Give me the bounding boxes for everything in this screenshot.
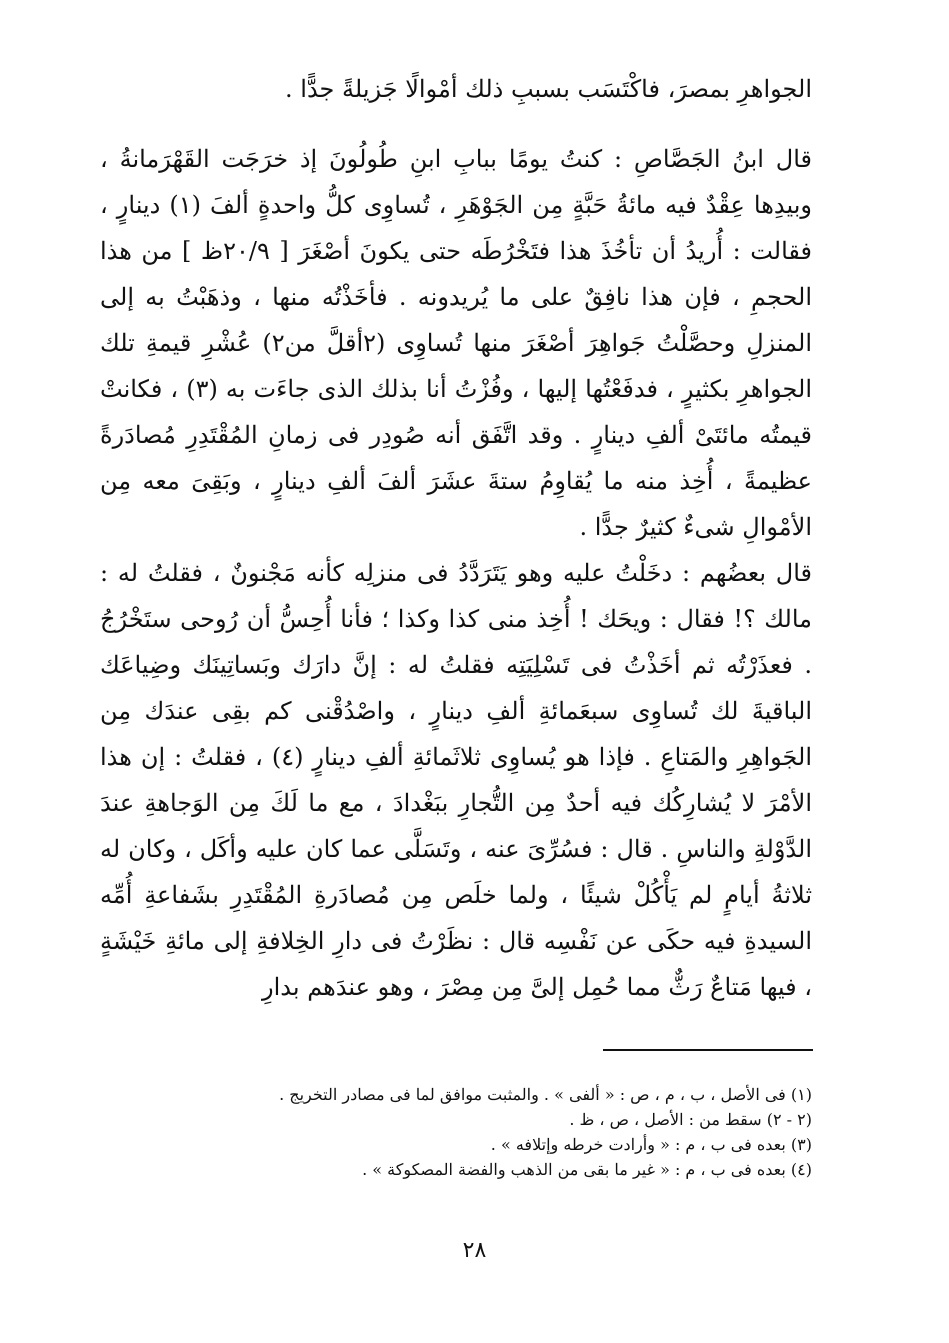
body-paragraph-ibn-al-jassas: قال ابنُ الجَصَّاصِ : كنتُ يومًا ببابِ ابنِ طُولُونَ إذ خرَجَت القَهْرَمانةُ ، وبيدِها عِقْدٌ فيه مائةُ حَبَّةٍ مِن الجَوْهَرِ ، تُساوِى كلُّ واحدةٍ ألفَ (١) دينارٍ ، فقالت : أُريدُ أن تأخُذَ هذا فتَخْرُطَه حتى يكونَ أصْغَرَ [ ٢٠/٩ظ ] من هذا الحجمِ ، فإن هذا نافِقٌ على ما يُريدونه . فأخَذْتُه منها ، وذهَبْتُ به إلى المنزلِ وحصَّلْتُ جَواهِرَ أصْغَرَ منها تُساوِى (٢أقلَّ من٢) عُشْرِ قيمةِ تلك الجواهرِ بكثيرٍ ، فدفَعْتُها إليها ، وفُزْتُ أنا بذلك الذى جاءَت به (٣) ، فكانتْ قيمتُه مائتَىْ ألفِ دينارٍ . وقد اتَّفَق أنه صُودِر فى زمانِ المُقْتَدِرِ مُصادَرةً عظيمةً ، أُخِذ منه ما يُقاوِمُ ستةَ عشَرَ ألفَ ألفِ دينارٍ ، وبَقِىَ معه مِن الأمْوالِ شىءٌ كثيرٌ جدًّا .: [100, 145, 813, 541]
body-paragraph-some-said: قال بعضُهم : دخَلْتُ عليه وهو يَتَرَدَّدُ فى منزلِه كأنه مَجْنونٌ ، فقلتُ له : مالك ؟! فقال : ويحَك ! أُخِذ منى كذا وكذا ؛ فأنا أُحِسُّ أن رُوحى ستَخْرُجُ . فعذَرْتُه ثم أخَذْتُ فى تَسْلِيَتِه فقلتُ له : إنَّ دارَك وبَساتِينَك وضِياعَك الباقيةَ لك تُساوِى سبعَمائةِ ألفِ دينارٍ ، واصْدُقْنى كم بقِى عندَك مِن الجَواهِرِ والمَتاعِ . فإذا هو يُساوِى ثلاثَمائةِ ألفِ دينارٍ (٤) ، فقلتُ : إن هذا الأمْرَ لا يُشارِكُك فيه أحدٌ مِن التُّجارِ ببَغْدادَ ، مع ما لَكَ مِن الوَجاهةِ عندَ الدَّوْلةِ والناسِ . قال : فسُرِّىَ عنه ، وتَسَلَّى عما كان عليه وأكَل ، وكان له ثلاثةُ أيامٍ لم يَأْكُلْ شيئًا ، ولما خلَص مِن مُصادَرةِ المُقْتَدِرِ بشَفاعةِ أُمِّه السيدةِ فيه حكَى عن نَفْسِه قال : نظَرْتُ فى دارِ الخِلافةِ إلى مائةِ خَيْشَةٍ ، فيها مَتاعٌ رَثٌّ مما حُمِل إلىَّ مِن مِصْرَ ، وهو عندَهم بدارِ: [100, 559, 812, 1001]
footnotes-list: [100, 1082, 812, 1182]
body-paragraph-continuation: الجواهرِ بمصرَ، فاكْتَسَب بسببِ ذلك أمْوالًا جَزيلةً جدًّا .: [285, 75, 812, 103]
footnote-2: (٢ - ٢) سقط من : الأصل ، ص ، ظ .: [569, 1110, 812, 1129]
footnote-3: (٣) بعده فى ب ، م : « وأرادت خرطه وإتلافه » .: [490, 1135, 812, 1154]
footnote-divider: [603, 1049, 813, 1051]
footnote-4: (٤) بعده فى ب ، م : « غير ما بقى من الذهب والفضة المصكوكة » .: [362, 1160, 812, 1179]
footnote-1: (١) فى الأصل ، ب ، م ، ص : « ألفى » . والمثبت موافق لما فى مصادر التخريج .: [279, 1085, 812, 1104]
page-number: ٢٨: [462, 1238, 487, 1263]
